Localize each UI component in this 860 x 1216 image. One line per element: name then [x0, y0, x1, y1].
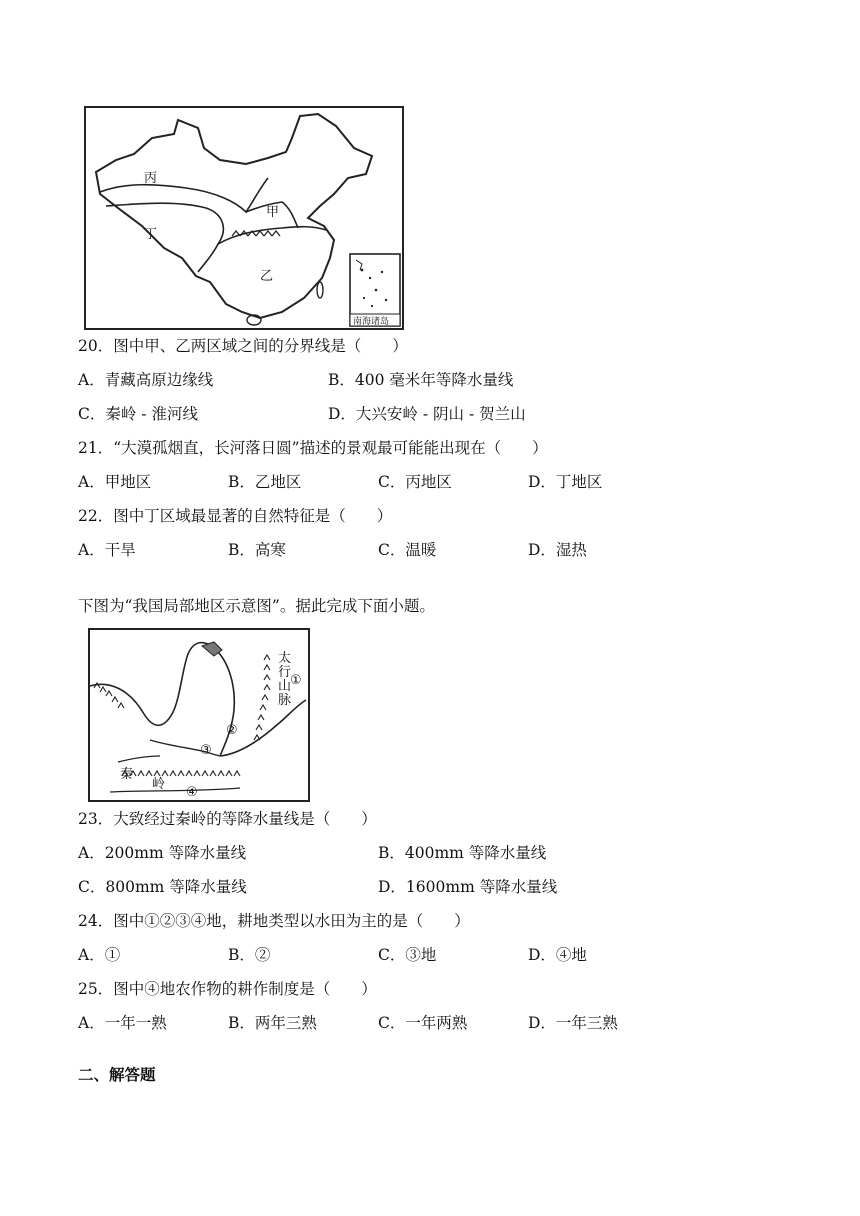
- region-label-bing: 丙: [144, 171, 158, 186]
- question-22-option-d[interactable]: D．湿热: [528, 541, 587, 559]
- question-25-option-a[interactable]: A．一年一熟: [78, 1014, 167, 1032]
- marker-4: ④: [186, 785, 198, 800]
- region-label-yi: 乙: [260, 269, 274, 284]
- question-22-option-a[interactable]: A．干旱: [78, 541, 136, 559]
- taihang-label-2: 行: [278, 665, 292, 680]
- qinling-label-1: 秦: [120, 767, 134, 782]
- china-regions-map-drawing: [86, 108, 402, 328]
- question-22-stem: 22．图中丁区域最显著的自然特征是（ ）: [78, 507, 393, 525]
- question-21-option-d[interactable]: D．丁地区: [528, 473, 603, 491]
- qinling-mountain-symbols-map2: [122, 771, 240, 776]
- question-24-option-b[interactable]: B．②: [228, 946, 271, 964]
- taihang-mountain-symbols: [254, 655, 270, 740]
- question-23-stem: 23．大致经过秦岭的等降水量线是（ ）: [78, 810, 377, 828]
- intro-text-map2: 下图为“我国局部地区示意图”。据此完成下面小题。: [78, 597, 435, 615]
- china-outline: [96, 114, 372, 318]
- region-boundary-bing: [100, 178, 268, 212]
- marker-1: ①: [290, 673, 302, 688]
- qinling-label-2: 岭: [152, 777, 166, 792]
- taihang-label-4: 脉: [278, 693, 292, 708]
- taihang-label-1: 太: [278, 651, 292, 666]
- question-25-stem: 25．图中④地农作物的耕作制度是（ ）: [78, 980, 377, 998]
- question-24-stem: 24．图中①②③④地，耕地类型以水田为主的是（ ）: [78, 912, 470, 930]
- section-heading-answer-questions: 二、解答题: [78, 1066, 156, 1084]
- western-mountain-symbols: [94, 683, 124, 708]
- tributary-west: [118, 756, 160, 762]
- question-20-option-d[interactable]: D．大兴安岭 - 阴山 - 贺兰山: [328, 405, 526, 423]
- inset-label: 南海诸岛: [353, 317, 390, 327]
- question-24-option-d[interactable]: D．④地: [528, 946, 587, 964]
- marker-2: ②: [226, 723, 238, 738]
- question-20-option-c[interactable]: C．秦岭 - 淮河线: [78, 405, 198, 423]
- question-20-option-a[interactable]: A．青藏高原边缘线: [78, 371, 214, 389]
- question-21-option-a[interactable]: A．甲地区: [78, 473, 152, 491]
- local-region-map-drawing: [90, 630, 308, 800]
- question-21-option-b[interactable]: B．乙地区: [228, 473, 302, 491]
- question-23-option-a[interactable]: A．200mm 等降水量线: [78, 844, 247, 862]
- question-21-option-c[interactable]: C．丙地区: [378, 473, 452, 491]
- taiwan-island: [317, 282, 323, 298]
- question-25-option-c[interactable]: C．一年两熟: [378, 1014, 468, 1032]
- question-22-option-b[interactable]: B．高寒: [228, 541, 286, 559]
- question-25-option-d[interactable]: D．一年三熟: [528, 1014, 618, 1032]
- question-23-option-d[interactable]: D．1600mm 等降水量线: [378, 878, 558, 896]
- question-22-option-c[interactable]: C．温暖: [378, 541, 437, 559]
- question-23-option-c[interactable]: C．800mm 等降水量线: [78, 878, 247, 896]
- yellow-river: [90, 643, 234, 756]
- question-20-stem: 20．图中甲、乙两区域之间的分界线是（ ）: [78, 337, 408, 355]
- question-25-option-b[interactable]: B．两年三熟: [228, 1014, 317, 1032]
- marker-3: ③: [200, 743, 212, 758]
- question-24-option-c[interactable]: C．③地: [378, 946, 437, 964]
- question-21-stem: 21．“大漠孤烟直，长河落日圆”描述的景观最可能能出现在（ ）: [78, 439, 548, 457]
- question-20-option-b[interactable]: B．400 毫米年等降水量线: [328, 371, 514, 389]
- han-river: [110, 788, 240, 792]
- region-label-ding: 丁: [144, 227, 158, 242]
- question-23-option-b[interactable]: B．400mm 等降水量线: [378, 844, 547, 862]
- region-label-jia: 甲: [266, 205, 280, 220]
- region-boundary-ding: [106, 203, 223, 272]
- china-regions-map: [84, 106, 404, 330]
- question-24-option-a[interactable]: A．①: [78, 946, 121, 964]
- taihang-label-3: 山: [278, 679, 292, 694]
- local-region-map: [88, 628, 310, 802]
